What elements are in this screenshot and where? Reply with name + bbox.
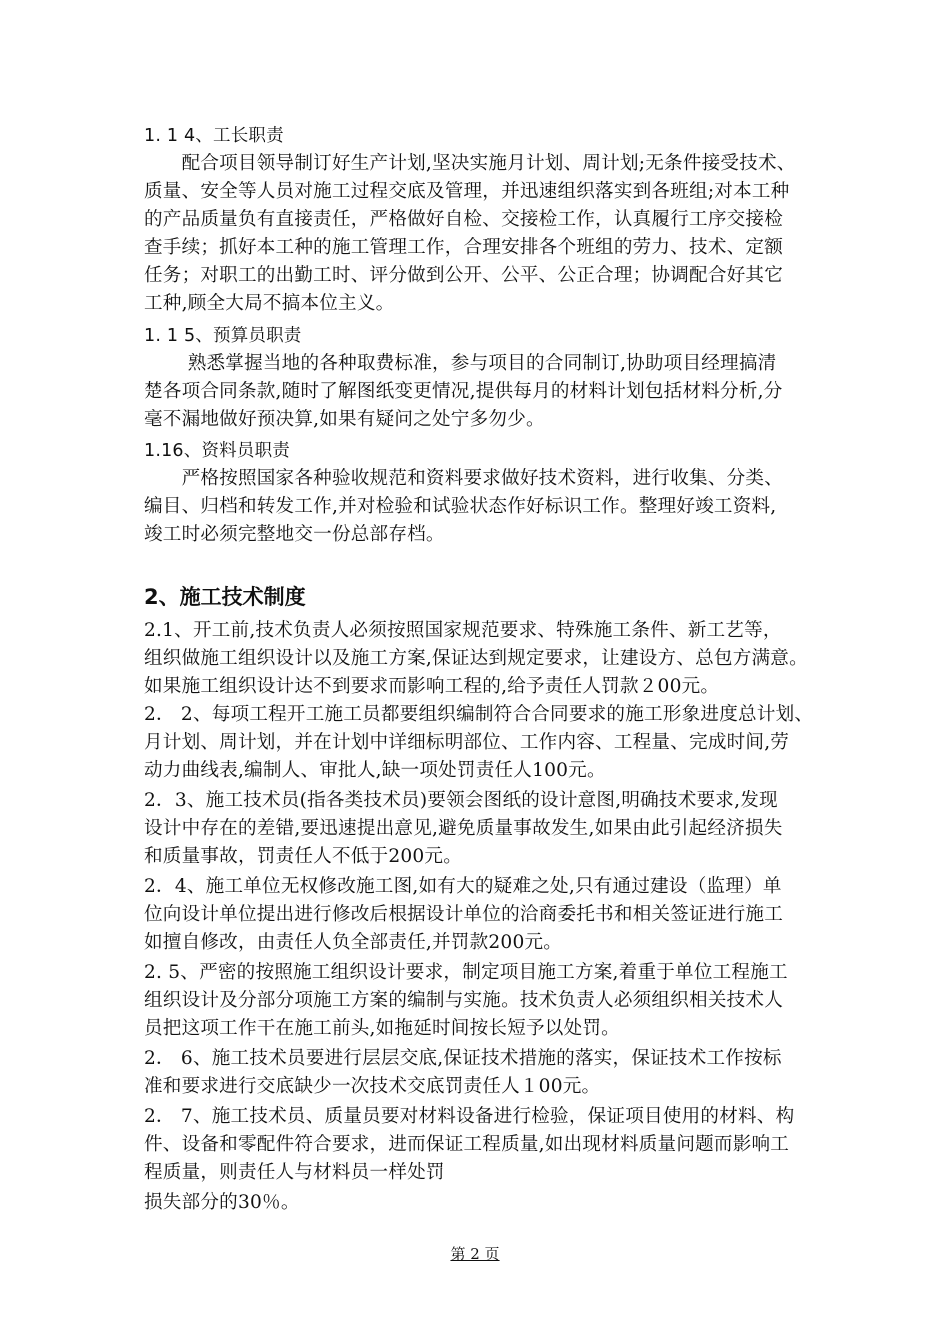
- paragraph-line: 如擅自修改，由责任人负全部责任,并罚款200元。: [144, 932, 563, 953]
- paragraph-line: 2．3、施工技术员(指各类技术员)要领会图纸的设计意图,明确技术要求,发现: [144, 790, 778, 811]
- paragraph-line: 楚各项合同条款,随时了解图纸变更情况,提供每月的材料计划包括材料分析,分: [144, 381, 783, 402]
- section-heading-1-16: 1.16、资料员职责: [144, 441, 290, 461]
- paragraph-line: 2．4、施工单位无权修改施工图,如有大的疑难之处,只有通过建设（监理）单: [144, 876, 782, 897]
- paragraph-line: 动力曲线表,编制人、审批人,缺一项处罚责任人100元。: [144, 760, 606, 781]
- paragraph-line: 设计中存在的差错,要迅速提出意见,避免质量事故发生,如果由此引起经济损失: [144, 818, 783, 839]
- paragraph-line: 程质量，则责任人与材料员一样处罚: [144, 1162, 445, 1183]
- paragraph-line: 2.1、开工前,技术负责人必须按照国家规范要求、特殊施工条件、新工艺等，: [144, 620, 782, 641]
- paragraph-line: 损失部分的30％。: [144, 1192, 300, 1213]
- paragraph-line: 的产品质量负有直接责任，严格做好自检、交接检工作，认真履行工序交接检: [144, 209, 783, 230]
- paragraph-line: 配合项目领导制订好生产计划,坚决实施月计划、周计划;无条件接受技术、: [144, 153, 796, 174]
- paragraph-line: 组织设计及分部分项施工方案的编制与实施。技术负责人必须组织相关技术人: [144, 990, 783, 1011]
- page-number: 第 2 页: [450, 1245, 500, 1263]
- paragraph-line: 准和要求进行交底缺少一次技术交底罚责任人１00元。: [144, 1076, 601, 1097]
- paragraph-line: 查手续；抓好本工种的施工管理工作，合理安排各个班组的劳力、技术、定额: [144, 237, 783, 258]
- section-heading-2: 2、施工技术制度: [144, 585, 306, 609]
- paragraph-line: 和质量事故，罚责任人不低于200元。: [144, 846, 462, 867]
- section-heading-1-15: 1. 1 5、预算员职责: [144, 326, 302, 346]
- paragraph-line: 质量、安全等人员对施工过程交底及管理，并迅速组织落实到各班组;对本工种: [144, 181, 790, 202]
- paragraph-line: 竣工时必须完整地交一份总部存档。: [144, 524, 445, 545]
- paragraph-line: 月计划、周计划，并在计划中详细标明部位、工作内容、工程量、完成时间,劳: [144, 732, 790, 753]
- paragraph-line: 工种,顾全大局不搞本位主义。: [144, 293, 395, 314]
- paragraph-line: 2． 7、施工技术员、质量员要对材料设备进行检验，保证项目使用的材料、构: [144, 1106, 795, 1127]
- paragraph-line: 组织做施工组织设计以及施工方案,保证达到规定要求，让建设方、总包方满意。: [144, 648, 808, 669]
- paragraph-line: 2. 5、严密的按照施工组织设计要求，制定项目施工方案,着重于单位工程施工: [144, 962, 788, 983]
- paragraph-line: 熟悉掌握当地的各种取费标准，参与项目的合同制订,协助项目经理搞清: [144, 353, 777, 374]
- paragraph-line: 位向设计单位提出进行修改后根据设计单位的洽商委托书和相关签证进行施工: [144, 904, 783, 925]
- paragraph-line: 2． 2、每项工程开工施工员都要组织编制符合合同要求的施工形象进度总计划、: [144, 704, 814, 725]
- paragraph-line: 编目、归档和转发工作,并对检验和试验状态作好标识工作。整理好竣工资料,: [144, 496, 777, 517]
- paragraph-line: 件、设备和零配件符合要求，进而保证工程质量,如出现材料质量问题而影响工: [144, 1134, 790, 1155]
- section-heading-1-14: 1. 1 4、工长职责: [144, 126, 284, 146]
- paragraph-line: 任务；对职工的出勤工时、评分做到公开、公平、公正合理；协调配合好其它: [144, 265, 783, 286]
- paragraph-line: 如果施工组织设计达不到要求而影响工程的,给予责任人罚款２00元。: [144, 676, 720, 697]
- paragraph-line: 严格按照国家各种验收规范和资料要求做好技术资料，进行收集、分类、: [144, 468, 783, 489]
- paragraph-line: 毫不漏地做好预决算,如果有疑问之处宁多勿少。: [144, 409, 545, 430]
- paragraph-line: 员把这项工作干在施工前头,如拖延时间按长短予以处罚。: [144, 1018, 620, 1039]
- paragraph-line: 2． 6、施工技术员要进行层层交底,保证技术措施的落实，保证技术工作按标: [144, 1048, 782, 1069]
